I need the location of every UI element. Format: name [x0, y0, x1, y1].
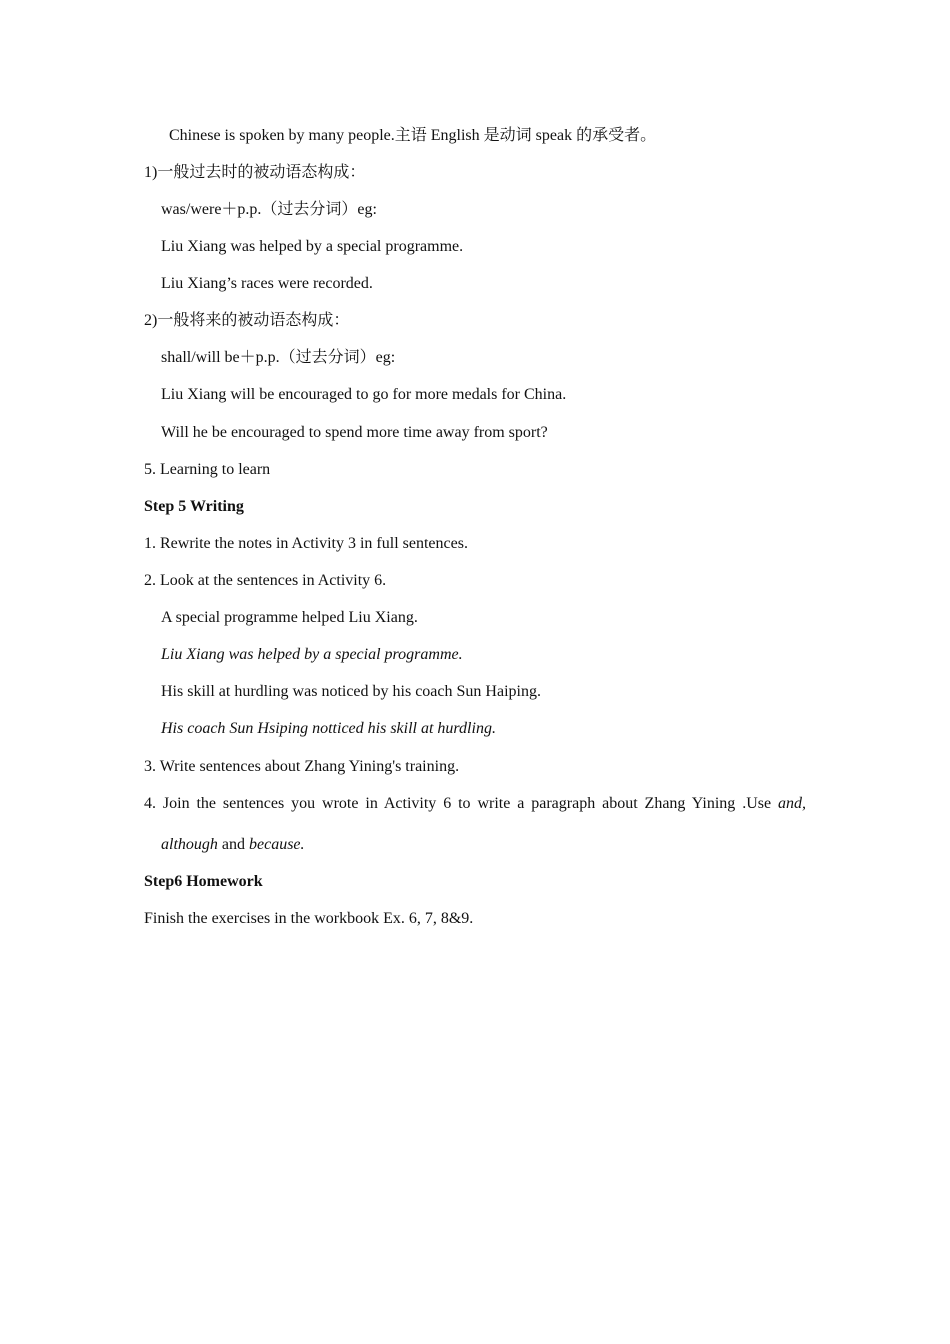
writing-item-4-continued — [161, 835, 305, 855]
step6-heading: Step6 Homework — [144, 873, 263, 890]
past-passive-example-2: Liu Xiang’s races were recorded. — [161, 275, 373, 292]
future-passive-formula: shall/will be＋p.p.（过去分词）eg: — [161, 349, 396, 366]
active-sentence-1: A special programme helped Liu Xiang. — [161, 609, 418, 626]
step5-heading: Step 5 Writing — [144, 498, 244, 515]
writing-item-4-although: although — [161, 836, 218, 853]
future-passive-heading: 2)一般将来的被动语态构成： — [144, 312, 350, 329]
future-passive-example-2: Will he be encouraged to spend more time away from sport? — [161, 424, 548, 441]
active-sentence-2: His coach Sun Hsiping notticed his skill at hurdling. — [161, 720, 496, 737]
writing-item-4 — [144, 794, 806, 814]
past-passive-heading: 1)一般过去时的被动语态构成： — [144, 164, 366, 181]
writing-item-4-and: and, — [778, 795, 807, 812]
past-passive-formula: was/were＋p.p.（过去分词）eg: — [161, 201, 377, 218]
writing-item-2: 2. Look at the sentences in Activity 6. — [144, 572, 387, 589]
future-passive-example-1: Liu Xiang will be encouraged to go for more medals for China. — [161, 386, 567, 403]
passive-sentence-2: His skill at hurdling was noticed by his coach Sun Haiping. — [161, 683, 541, 700]
writing-item-4-because: because. — [249, 836, 305, 853]
writing-item-3: 3. Write sentences about Zhang Yining's training. — [144, 758, 460, 775]
writing-item-4-conj: and — [221, 836, 245, 853]
writing-item-1: 1. Rewrite the notes in Activity 3 in full sentences. — [144, 535, 468, 552]
writing-item-4-text: 4. Join the sentences you wrote in Activity 6 to write a paragraph about Zhang Yining .Use — [144, 795, 772, 812]
learning-to-learn-item: 5. Learning to learn — [144, 461, 271, 478]
passive-example-line: Chinese is spoken by many people.主语 English 是动词 speak 的承受者。 — [169, 127, 657, 144]
past-passive-example-1: Liu Xiang was helped by a special programme. — [161, 238, 464, 255]
homework-text: Finish the exercises in the workbook Ex. 6, 7, 8&9. — [144, 910, 474, 927]
passive-sentence-1: Liu Xiang was helped by a special programme. — [161, 646, 463, 663]
